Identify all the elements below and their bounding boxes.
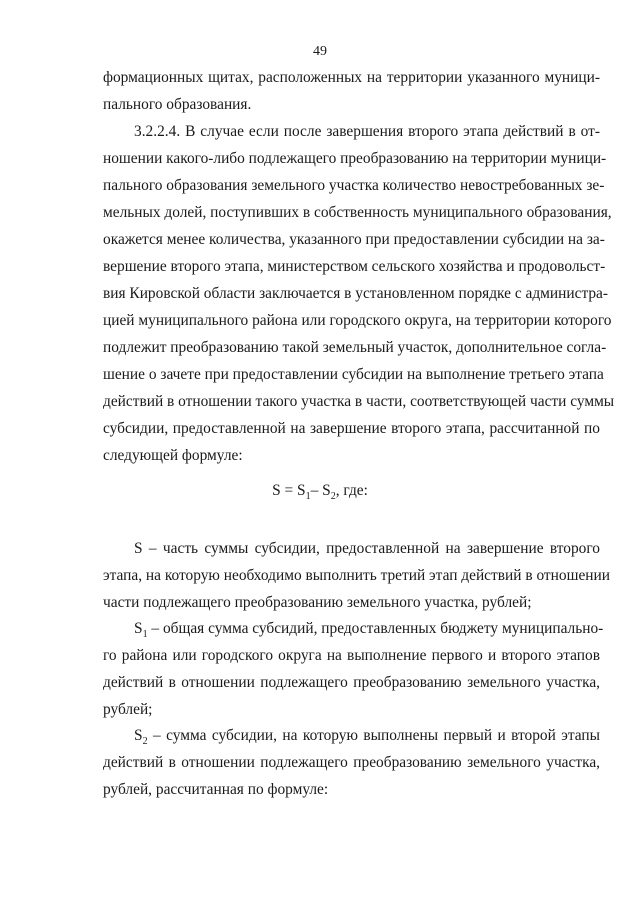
text-line: действий в отношении подлежащего преобразованию земельного участка,: [103, 674, 600, 691]
text-line: субсидии, предоставленной на завершение второго этапа, рассчитанной по: [103, 420, 600, 437]
text-line: $S_1$ – общая сумма субсидий, предоставленных бюджету муниципально-: [134, 620, 604, 641]
definition-s2: [103, 722, 600, 803]
text-line: мельных долей, поступивших в собственность муниципального образования,: [103, 204, 612, 221]
text-line: пального образования.: [103, 96, 252, 113]
text-line: 3.2.2.4. В случае если после завершения второго этапа действий в от-: [134, 123, 600, 140]
definition-s1: [103, 615, 604, 723]
paragraph-continuation: [103, 64, 600, 118]
text-line: части подлежащего преобразованию земельного участка, рублей;: [103, 594, 532, 611]
text-line: вия Кировской области заключается в установленном порядке с администра-: [103, 285, 609, 302]
text-line: пального образования земельного участка количество невостребованных зе-: [103, 177, 605, 194]
text-line: ношении какого-либо подлежащего преобразованию на территории муници-: [103, 150, 607, 167]
text-line: этапа, на которую необходимо выполнить третий этап действий в отношении: [103, 567, 610, 584]
text-line: вершение второго этапа, министерством сельского хозяйства и продовольст-: [103, 258, 606, 275]
text-line: формационных щитах, расположенных на территории указанного муници-: [103, 69, 600, 86]
text-line: рублей;: [103, 701, 153, 718]
text-line: рублей, рассчитанная по формуле:: [103, 781, 329, 798]
text-line: цией муниципального района или городского округа, на территории которого: [103, 312, 612, 329]
text-line: окажется менее количества, указанного при предоставлении субсидии на за-: [103, 231, 605, 248]
text-line: действий в отношении такого участка в части, соответствующей части суммы: [103, 393, 615, 410]
text-line: следующей формуле:: [103, 447, 243, 464]
text-line: го района или городского округа на выполнение первого и второго этапов: [103, 647, 600, 664]
formula: $S = S_1-$ $S_2$, где:: [272, 482, 368, 503]
text-line: шение о зачете при предоставлении субсидии на выполнение третьего этапа: [103, 366, 604, 383]
page-number: 49: [313, 44, 327, 59]
text-line: подлежит преобразованию такой земельный участок, дополнительное согла-: [103, 339, 607, 356]
text-line: $S_2$ – сумма субсидии, на которую выполнены первый и второй этапы: [134, 727, 600, 748]
paragraph-3-2-2-4: [103, 118, 615, 469]
text-line: S – часть суммы субсидии, предоставленной на завершение второго: [134, 540, 600, 557]
definition-s: [103, 535, 610, 616]
text-line: действий в отношении подлежащего преобразованию земельного участка,: [103, 754, 600, 771]
